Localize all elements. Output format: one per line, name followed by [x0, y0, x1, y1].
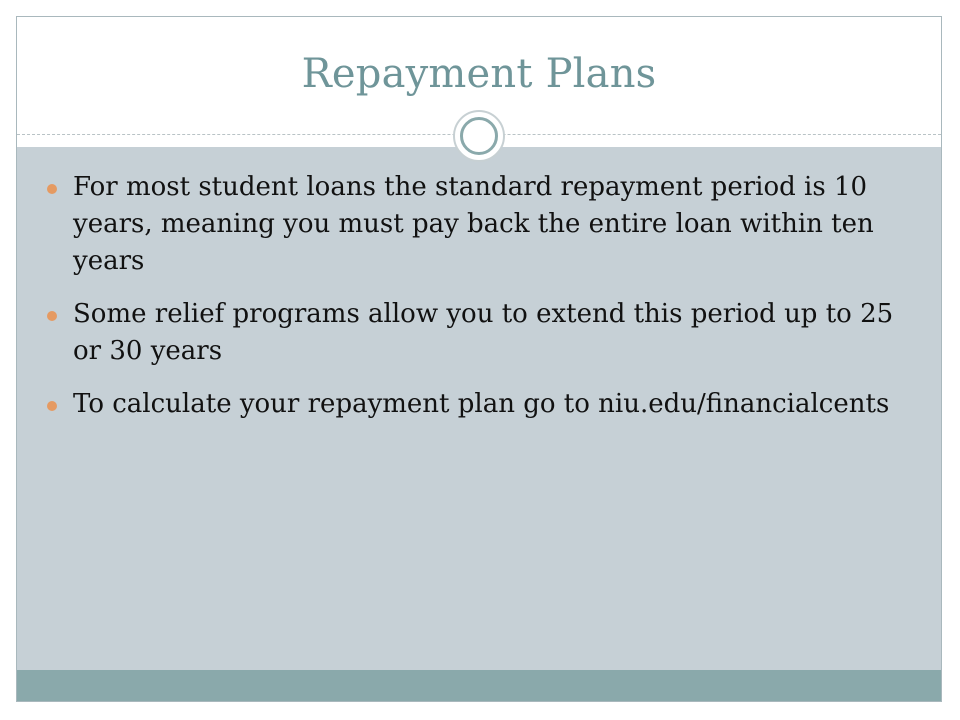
circle-ornament-icon	[453, 110, 505, 162]
bullet-item	[47, 386, 907, 423]
bullet-text: To calculate your repayment plan go to niu.edu/financialcents	[73, 389, 890, 419]
bullet-dot-icon	[47, 311, 57, 321]
bullet-list	[47, 169, 907, 439]
bullet-item	[47, 296, 907, 370]
slide-frame	[16, 16, 942, 702]
bullet-item	[47, 169, 907, 280]
bullet-text: For most student loans the standard repayment period is 10 years, meaning you must pay back the entire loan within ten years	[73, 172, 874, 276]
bullet-dot-icon	[47, 401, 57, 411]
bullet-dot-icon	[47, 184, 57, 194]
bullet-text: Some relief programs allow you to extend this period up to 25 or 30 years	[73, 299, 894, 366]
footer-bar	[17, 670, 941, 701]
slide-title: Repayment Plans	[301, 51, 657, 97]
